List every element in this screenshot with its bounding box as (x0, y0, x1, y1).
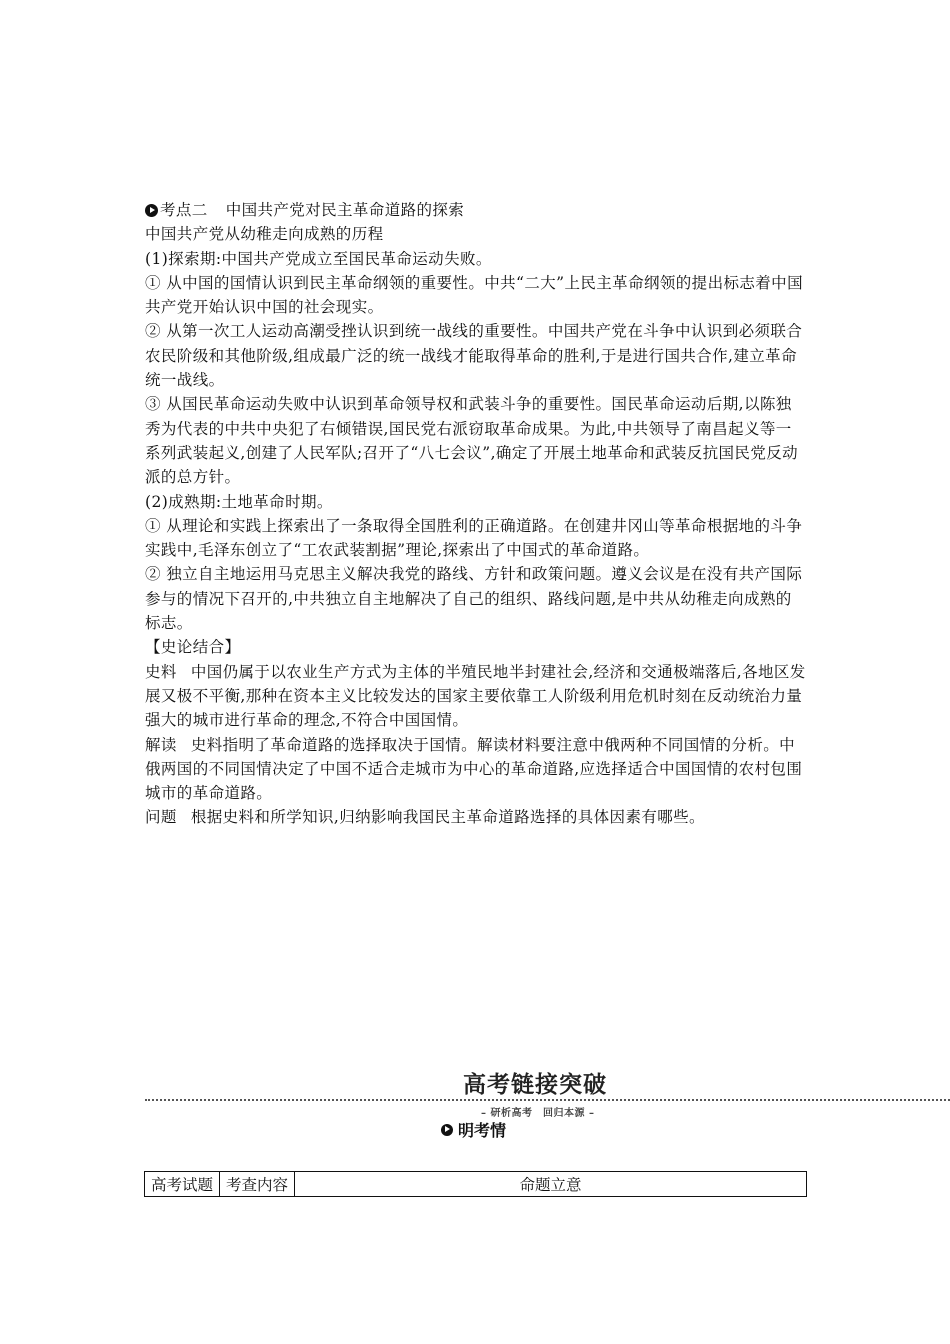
paragraph-explore-period: (1)探索期:中国共产党成立至国民革命运动失败。 (145, 249, 492, 268)
paragraph-mature-1: ① 从理论和实践上探索出了一条取得全国胜利的正确道路。在创建井冈山等革命根据地的斗争实践中,毛泽东创立了“工农武装割据”理论,探索出了中国式的革命道路。 (145, 516, 803, 560)
table-header-row (145, 1172, 807, 1197)
material-text: 中国仍属于以农业生产方式为主体的半殖民地半封建社会,经济和交通极端落后,各地区发展又极不平衡,那种在资本主义比较发达的国家主要依靠工人阶级利用危机时刻在反动统治力量强大的城市进行革命的理念,不符合中国国情。 (145, 662, 806, 730)
material-label: 史料 (145, 662, 177, 681)
section-heading-text: 明考情 (458, 1121, 507, 1140)
topic-subtitle: 中国共产党从幼稚走向成熟的历程 (145, 225, 384, 244)
question-label: 问题 (145, 808, 177, 827)
dotted-divider (145, 1099, 950, 1101)
combine-heading: 【史论结合】 (145, 638, 241, 657)
main-content (145, 198, 807, 830)
table-header-cell: 考查内容 (220, 1172, 295, 1197)
paragraph-mature-period: (2)成熟期:土地革命时期。 (145, 492, 333, 511)
section-heading (441, 1118, 506, 1141)
reading-label: 解读 (145, 735, 177, 754)
question-paragraph (145, 805, 807, 829)
table-header-cell: 高考试题 (145, 1172, 220, 1197)
topic-title: 中国共产党对民主革命道路的探索 (225, 201, 465, 219)
play-arrow-icon (441, 1124, 453, 1136)
exam-table (144, 1171, 807, 1197)
play-arrow-icon (145, 204, 158, 217)
paragraph-explore-1: ① 从中国的国情认识到民主革命纲领的重要性。中共“二大”上民主革命纲领的提出标志着中国共产党开始认识中国的社会现实。 (145, 273, 803, 317)
paragraph-explore-3: ③ 从国民革命运动失败中认识到革命领导权和武装斗争的重要性。国民革命运动后期,以陈独秀为代表的中共中央犯了右倾错误,国民党右派窃取革命成果。为此,中共领导了南昌起义等一系列武装起义,创建了人民军队;召开了“八七会议”,确定了开展土地革命和武装反抗国民党反动派的总方针。 (145, 395, 799, 487)
topic-label: 考点二 (160, 201, 208, 219)
exam-link-banner (145, 1066, 950, 1146)
banner-subtitle: – 研析高考 回归本源 – (481, 1108, 595, 1119)
paragraph-explore-2: ② 从第一次工人运动高潮受挫认识到统一战线的重要性。中国共产党在斗争中认识到必须联合农民阶级和其他阶级,组成最广泛的统一战线才能取得革命的胜利,于是进行国共合作,建立革命统一战线。 (145, 322, 803, 390)
paragraph-mature-2: ② 独立自主地运用马克思主义解决我党的路线、方针和政策问题。遵义会议是在没有共产国际参与的情况下召开的,中共独立自主地解决了自己的组织、路线问题,是中共从幼稚走向成熟的标志。 (145, 565, 803, 633)
banner-title: 高考链接突破 (463, 1072, 607, 1098)
material-paragraph (145, 660, 807, 733)
reading-paragraph (145, 733, 807, 806)
topic-heading (145, 198, 807, 222)
question-text: 根据史料和所学知识,归纳影响我国民主革命道路选择的具体因素有哪些。 (190, 808, 705, 827)
table-header-cell: 命题立意 (295, 1172, 807, 1197)
reading-text: 史料指明了革命道路的选择取决于国情。解读材料要注意中俄两种不同国情的分析。中俄两国的不同国情决定了中国不适合走城市为中心的革命道路,应选择适合中国国情的农村包围城市的革命道路。 (145, 735, 803, 803)
